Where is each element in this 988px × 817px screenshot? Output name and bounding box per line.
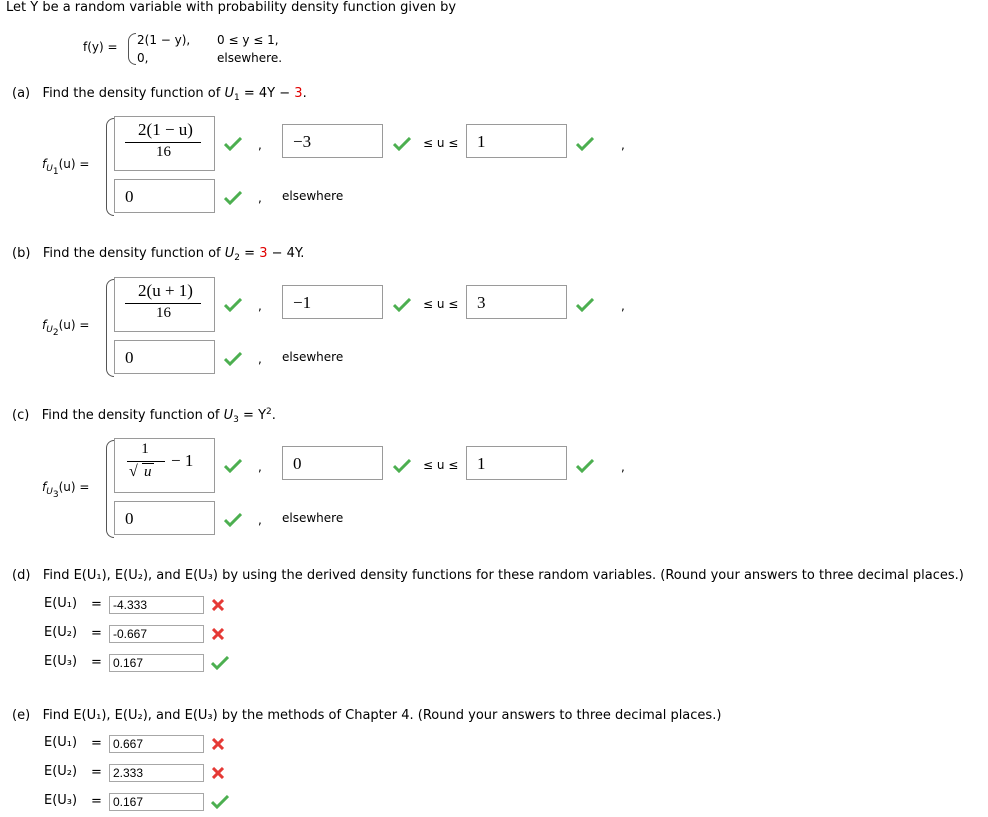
ee-eq-3: =: [91, 794, 102, 809]
check-icon: [224, 513, 242, 527]
check-icon: [576, 137, 594, 151]
density-b-lower-input[interactable]: −1: [282, 285, 383, 319]
ed-label-1: E(U₁): [44, 596, 78, 611]
density-b-row1-box[interactable]: 2(u + 1) 16: [114, 277, 215, 332]
check-icon: [224, 191, 242, 205]
ee-eq-1: =: [91, 736, 102, 751]
check-icon: [576, 298, 594, 312]
density-b-row2-input[interactable]: 0: [114, 340, 215, 374]
range-cond-a: ≤ u ≤: [423, 136, 459, 150]
check-icon: [211, 656, 229, 670]
part-e-prompt: (e) Find E(U₁), E(U₂), and E(U₃) by the methods of Chapter 4. (Round your answers to three decimal places.): [12, 708, 722, 723]
check-icon: [211, 795, 229, 809]
cross-icon: [212, 738, 224, 750]
density-a-lower-input[interactable]: −3: [282, 124, 383, 158]
check-icon: [224, 352, 242, 366]
case2-expr: 0,: [137, 51, 149, 65]
fy-label: f(y) =: [83, 40, 118, 54]
elsewhere-c: elsewhere: [282, 511, 344, 525]
ee-input-3[interactable]: 0.167: [109, 793, 204, 811]
brace-a: [106, 118, 114, 216]
check-icon: [393, 298, 411, 312]
check-icon: [224, 298, 242, 312]
ed-input-1[interactable]: -4.333: [109, 596, 204, 614]
density-c-lower-input[interactable]: 0: [282, 446, 383, 480]
cross-icon: [212, 767, 224, 779]
ed-input-2[interactable]: -0.667: [109, 625, 204, 643]
density-b-upper-input[interactable]: 3: [466, 285, 567, 319]
case2-cond: elsewhere.: [217, 51, 283, 65]
check-icon: [393, 137, 411, 151]
ed-eq-1: =: [91, 597, 102, 612]
part-d-prompt: (d) Find E(U₁), E(U₂), and E(U₃) by using the derived density functions for these random variables. (Round your answers to three decimal places.): [12, 568, 964, 583]
density-a-row1-box[interactable]: 2(1 − u) 16: [114, 116, 215, 171]
part-c-prompt: (c) Find the density function of $U_3 = Y^2$.: [12, 407, 276, 425]
range-cond-b: ≤ u ≤: [423, 297, 459, 311]
ee-input-1[interactable]: 0.667: [109, 735, 204, 753]
check-icon: [393, 459, 411, 473]
range-cond-c: ≤ u ≤: [423, 458, 459, 472]
part-b-prompt: (b) Find the density function of $U_2 = 3 - 4Y$.: [12, 246, 305, 263]
elsewhere-b: elsewhere: [282, 350, 344, 364]
part-a-prompt: (a) Find the density function of $U_1 = 4Y - 3$.: [12, 86, 307, 103]
ed-input-3[interactable]: 0.167: [109, 654, 204, 672]
case1-cond: 0 ≤ y ≤ 1,: [217, 33, 279, 47]
ed-label-3: E(U₃): [44, 654, 78, 669]
brace-left: [128, 33, 136, 65]
check-icon: [224, 459, 242, 473]
ed-label-2: E(U₂): [44, 625, 78, 640]
density-c-row1-box[interactable]: 1 √ u − 1: [114, 438, 215, 493]
ed-eq-3: =: [91, 655, 102, 670]
check-icon: [576, 459, 594, 473]
density-c-upper-input[interactable]: 1: [466, 446, 567, 480]
case1-expr: 2(1 − y),: [137, 33, 191, 47]
ed-eq-2: =: [91, 626, 102, 641]
fu1-label: $f_{U_1}(u)$ =: [42, 157, 90, 177]
brace-c: [106, 440, 114, 538]
cross-icon: [212, 599, 224, 611]
ee-eq-2: =: [91, 765, 102, 780]
check-icon: [224, 137, 242, 151]
density-a-row2-input[interactable]: 0: [114, 179, 215, 213]
elsewhere-a: elsewhere: [282, 189, 344, 203]
cross-icon: [212, 628, 224, 640]
density-c-row2-input[interactable]: 0: [114, 501, 215, 535]
density-a-upper-input[interactable]: 1: [466, 124, 567, 158]
fu3-label: $f_{U_3}(u)$ =: [42, 480, 90, 500]
problem-intro: Let Y be a random variable with probability density function given by: [6, 0, 457, 15]
ee-label-1: E(U₁): [44, 735, 78, 750]
brace-b: [106, 279, 114, 377]
ee-label-3: E(U₃): [44, 793, 78, 808]
ee-input-2[interactable]: 2.333: [109, 764, 204, 782]
ee-label-2: E(U₂): [44, 764, 78, 779]
fu2-label: $f_{U_2}(u)$ =: [42, 318, 90, 338]
